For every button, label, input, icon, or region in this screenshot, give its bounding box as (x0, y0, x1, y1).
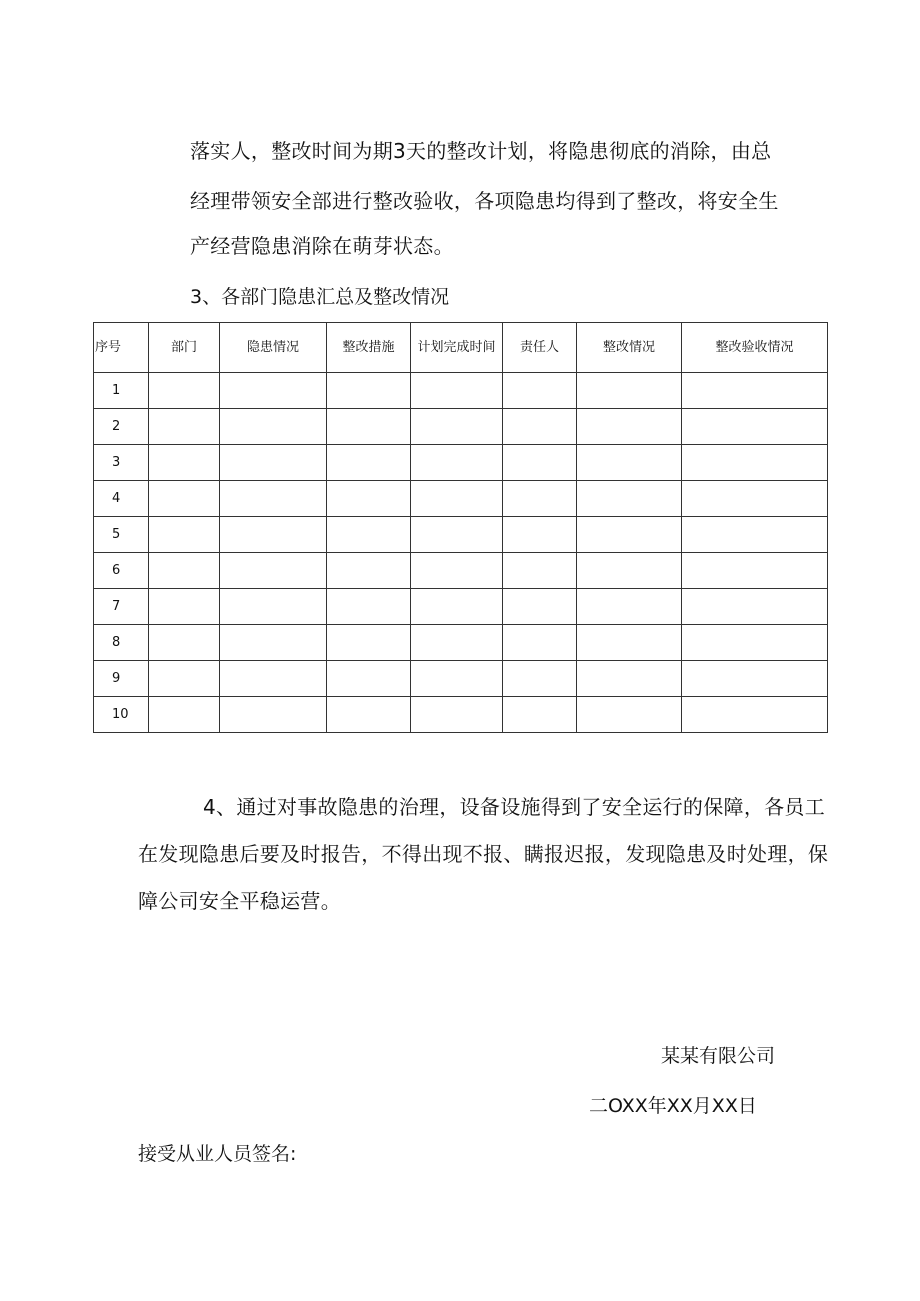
row-number: 7 (94, 589, 149, 625)
table-cell (149, 445, 220, 481)
table-cell (411, 517, 503, 553)
table-cell (577, 409, 682, 445)
table-cell (220, 625, 327, 661)
table-cell (411, 661, 503, 697)
table-cell (411, 589, 503, 625)
table-cell (327, 661, 411, 697)
section-3-heading: 3、各部门隐患汇总及整改情况 (190, 286, 450, 308)
table-cell (327, 697, 411, 733)
employee-signature-label: 接受从业人员签名: (138, 1143, 297, 1165)
table-row (94, 481, 828, 517)
table-cell (682, 373, 828, 409)
table-cell (682, 517, 828, 553)
table-cell (503, 517, 577, 553)
table-cell (411, 625, 503, 661)
row-number: 2 (94, 409, 149, 445)
table-cell (503, 553, 577, 589)
table-cell (577, 445, 682, 481)
row-number: 6 (94, 553, 149, 589)
table-cell (220, 661, 327, 697)
table-cell (682, 697, 828, 733)
table-cell (411, 697, 503, 733)
intro-line-1: 落实人，整改时间为期3天的整改计划，将隐患彻底的消除，由总 (190, 139, 772, 163)
table-cell (577, 697, 682, 733)
table-cell (327, 409, 411, 445)
section-4-line-1: 4、通过对事故隐患的治理，设备设施得到了安全运行的保障，各员工 (203, 795, 826, 819)
table-cell (577, 373, 682, 409)
table-cell (220, 445, 327, 481)
table-cell (577, 481, 682, 517)
table-cell (149, 697, 220, 733)
table-cell (577, 661, 682, 697)
table-row (94, 553, 828, 589)
table-cell (503, 445, 577, 481)
table-cell (682, 409, 828, 445)
row-number: 1 (94, 373, 149, 409)
table-cell (220, 697, 327, 733)
table-cell (149, 589, 220, 625)
header-measures: 整改措施 (327, 323, 411, 373)
header-responsible: 责任人 (503, 323, 577, 373)
table-cell (503, 481, 577, 517)
row-number: 4 (94, 481, 149, 517)
table-cell (327, 373, 411, 409)
table-cell (682, 445, 828, 481)
table-row (94, 661, 828, 697)
table-header-row (94, 323, 828, 373)
table-cell (220, 481, 327, 517)
table-cell (577, 589, 682, 625)
table-cell (411, 445, 503, 481)
header-department: 部门 (149, 323, 220, 373)
header-rectification-status: 整改情况 (577, 323, 682, 373)
table-cell (327, 445, 411, 481)
table-cell (220, 373, 327, 409)
table-row (94, 409, 828, 445)
table-cell (149, 481, 220, 517)
table-cell (503, 373, 577, 409)
table-cell (503, 697, 577, 733)
header-acceptance-status: 整改验收情况 (682, 323, 828, 373)
table-cell (577, 553, 682, 589)
table-row (94, 445, 828, 481)
row-number: 10 (94, 697, 149, 733)
document-date: 二OXX年XX月XX日 (589, 1095, 757, 1117)
table-cell (327, 553, 411, 589)
table-cell (220, 517, 327, 553)
table-cell (503, 625, 577, 661)
table-cell (220, 589, 327, 625)
table-cell (327, 481, 411, 517)
section-4-line-3: 障公司安全平稳运营。 (138, 889, 341, 913)
table-cell (411, 373, 503, 409)
table-cell (149, 409, 220, 445)
row-number: 9 (94, 661, 149, 697)
table-cell (682, 481, 828, 517)
intro-line-3: 产经营隐患消除在萌芽状态。 (190, 234, 454, 258)
intro-line-2: 经理带领安全部进行整改验收，各项隐患均得到了整改，将安全生 (190, 189, 779, 213)
table-row (94, 625, 828, 661)
header-planned-completion: 计划完成时间 (411, 323, 503, 373)
section-4-line-2: 在发现隐患后要及时报告，不得出现不报、瞒报迟报，发现隐患及时处理，保 (138, 842, 829, 866)
table-cell (411, 409, 503, 445)
table-row (94, 589, 828, 625)
table-cell (577, 625, 682, 661)
table-cell (411, 553, 503, 589)
table-cell (327, 589, 411, 625)
table-row (94, 697, 828, 733)
table-cell (149, 661, 220, 697)
company-name: 某某有限公司 (661, 1045, 776, 1067)
table-cell (149, 373, 220, 409)
table-cell (682, 589, 828, 625)
table-cell (220, 409, 327, 445)
table-cell (503, 589, 577, 625)
row-number: 8 (94, 625, 149, 661)
table-cell (503, 661, 577, 697)
table-row (94, 517, 828, 553)
table-cell (149, 553, 220, 589)
table-cell (682, 553, 828, 589)
table-cell (682, 625, 828, 661)
table-cell (327, 625, 411, 661)
table-cell (503, 409, 577, 445)
table-cell (149, 625, 220, 661)
table-row (94, 373, 828, 409)
table-cell (220, 553, 327, 589)
table-cell (149, 517, 220, 553)
table-cell (327, 517, 411, 553)
table-cell (411, 481, 503, 517)
header-hazard: 隐患情况 (220, 323, 327, 373)
header-index: 序号 (94, 323, 149, 373)
hazard-summary-table (93, 322, 828, 733)
table-cell (577, 517, 682, 553)
row-number: 5 (94, 517, 149, 553)
table-cell (682, 661, 828, 697)
row-number: 3 (94, 445, 149, 481)
